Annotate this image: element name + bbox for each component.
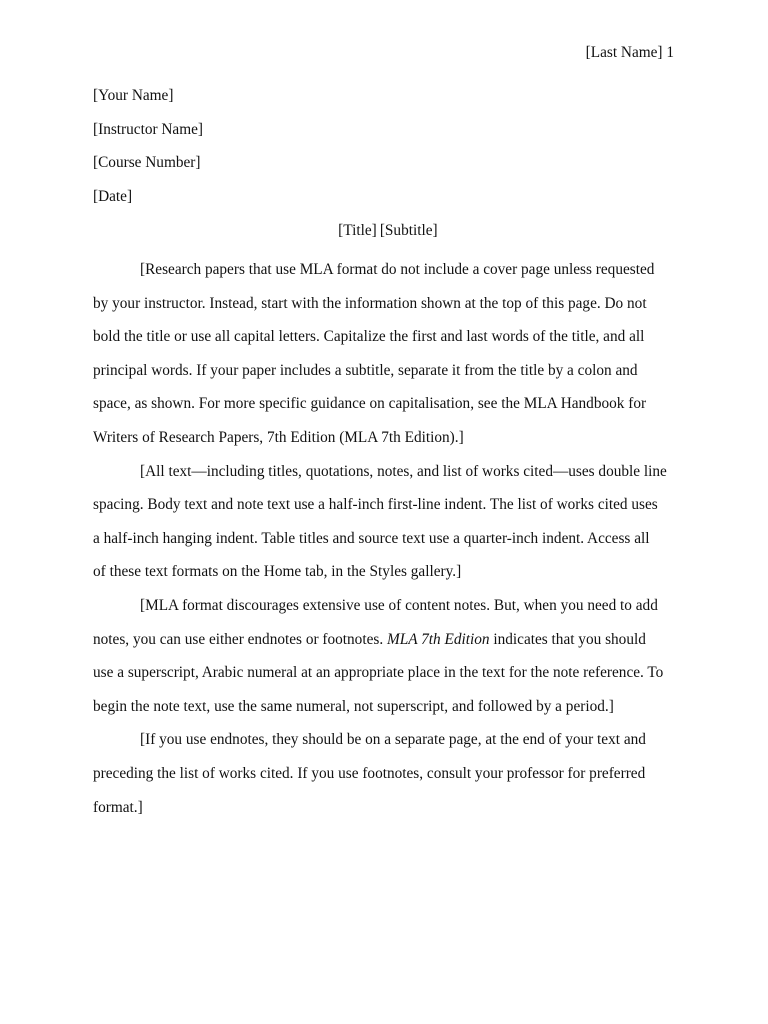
paragraph-line: [Research papers that use MLA format do not include a cover page unless requested [140,261,655,278]
paragraph-line: a half-inch hanging indent. Table titles and source text use a quarter-inch indent. Access all [93,529,650,547]
paragraph-line: spacing. Body text and note text use a half-inch first-line indent. The list of works cited uses [93,496,658,514]
italic-citation: MLA 7th Edition [386,630,490,648]
paragraph-line: [MLA format discourages extensive use of content notes. But, when you need to add [140,596,658,614]
paragraph-line: preceding the list of works cited. If you use footnotes, consult your professor for preferred [93,764,646,782]
instructor-name: [Instructor Name] [93,120,204,138]
line-text: indicates that you should [489,630,646,648]
paragraph-line: bold the title or use all capital letters. Capitalize the first and last words of the title, and all [93,328,645,346]
paper-date: [Date] [93,187,133,205]
subtitle-text: [Subtitle] [379,222,438,239]
paragraph-line: space, as shown. For more specific guidance on capitalisation, see the MLA Handbook for [93,395,647,413]
line-text: notes, you can use either endnotes or footnotes. [93,630,387,648]
paragraph-line: begin the note text, use the same numeral, not superscript, and followed by a period.] [93,697,614,715]
paragraph-line [93,623,675,657]
author-name: [Your Name] [93,87,174,104]
title-text: [Title] [338,222,377,239]
paragraph-4 [93,723,675,824]
heading-block [93,86,675,220]
paragraph-line: by your instructor. Instead, start with the information shown at the top of this page. Do not [93,294,647,312]
paragraph-line: [All text—including titles, quotations, notes, and list of works cited—uses double line [140,462,667,480]
paragraph-line: [If you use endnotes, they should be on a separate page, at the end of your text and [140,731,646,749]
paragraph-3 [93,589,675,723]
body-text [93,253,675,824]
paragraph-line: use a superscript, Arabic numeral at an appropriate place in the text for the note reference. To [93,664,664,682]
paragraph-2 [93,455,675,589]
paragraph-line: Writers of Research Papers, 7th Edition (MLA 7th Edition).] [93,428,464,446]
paragraph-line: of these text formats on the Home tab, in the Styles gallery.] [93,563,462,581]
course-number: [Course Number] [93,154,201,171]
running-head: [Last Name] 1 [585,44,674,61]
paragraph-line: format.] [93,798,143,816]
paragraph-1 [93,253,675,455]
paper-title [93,221,675,241]
paragraph-line: principal words. If your paper includes a subtitle, separate it from the title by a colon and [93,361,638,379]
